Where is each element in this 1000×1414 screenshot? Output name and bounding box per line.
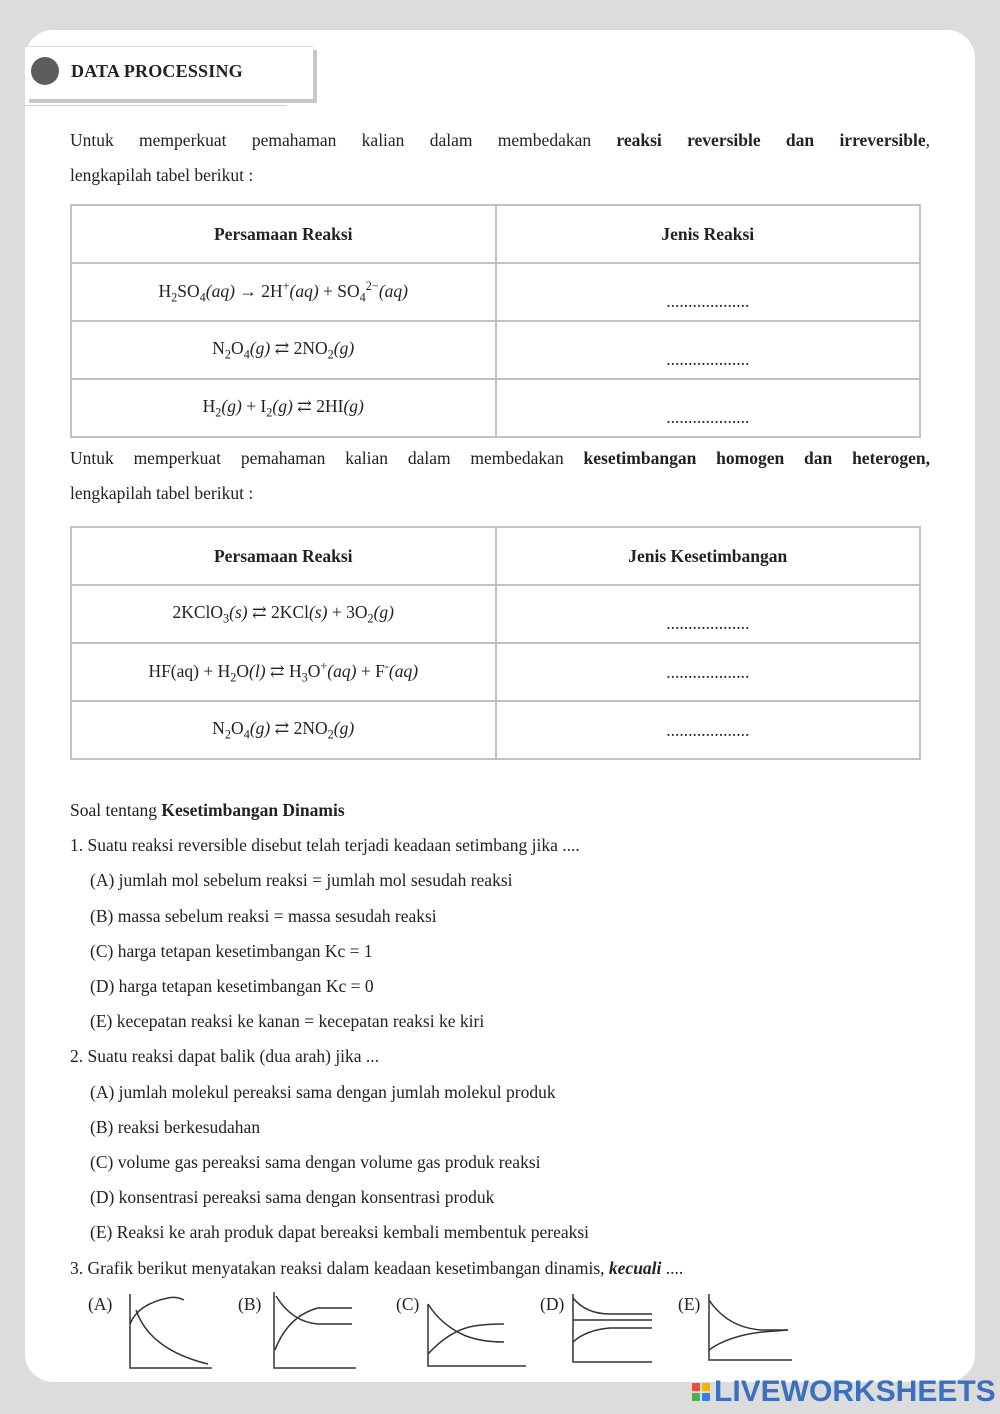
table-row bbox=[71, 321, 920, 379]
answer-cell[interactable]: ................... bbox=[496, 321, 921, 379]
table-row bbox=[71, 585, 920, 643]
reaction-equation: $HF(aq) + H_2O(l)$ ⇄ $H_3O^+(aq) + F^-(aq)$ bbox=[71, 643, 496, 701]
intro-paragraph-2: Untuk memperkuat pemahaman kalian dalam membedakan kesetimbangan homogen dan heterogen, lengkapilah tabel berikut : bbox=[70, 448, 930, 503]
option-1c[interactable]: (C) harga tetapan kesetimbangan Kc = 1 bbox=[90, 940, 373, 961]
option-2b[interactable]: (B) reaksi berkesudahan bbox=[90, 1116, 261, 1137]
reaction-equation: $H_2SO_4(aq) \to 2H^+(aq) + SO_4^{2-}(aq)$ bbox=[71, 263, 496, 321]
question-1: 1. Suatu reaksi reversible disebut telah terjadi keadaan setimbang jika .... bbox=[70, 835, 580, 856]
table-row bbox=[71, 643, 920, 701]
reaction-equation: 2KClO$_3$(s) ⇄ $2KCl(s) + 3O_2(g)$ bbox=[71, 585, 496, 643]
option-2d[interactable]: (D) konsentrasi pereaksi sama dengan konsentrasi produk bbox=[90, 1187, 495, 1208]
graph-label-c[interactable]: (C) bbox=[396, 1294, 420, 1314]
option-1b[interactable]: (B) massa sebelum reaksi = massa sesudah reaksi bbox=[90, 905, 437, 926]
reaction-equation: $N_2O_4(g)$ ⇄ $2NO_2(g)$ bbox=[71, 701, 496, 759]
table-row bbox=[71, 263, 920, 321]
graph-label-a[interactable]: (A) bbox=[88, 1294, 113, 1314]
question-3: 3. Grafik berikut menyatakan reaksi dalam keadaan kesetimbangan dinamis, kecuali .... bbox=[70, 1257, 684, 1278]
table-header: Jenis Reaksi bbox=[496, 205, 921, 263]
option-2e[interactable]: (E) Reaksi ke arah produk dapat bereaksi kembali membentuk pereaksi bbox=[90, 1222, 590, 1243]
quiz-heading: Soal tentang Kesetimbangan Dinamis bbox=[70, 800, 345, 820]
table-header: Persamaan Reaksi bbox=[71, 527, 496, 585]
graph-label-e[interactable]: (E) bbox=[678, 1294, 701, 1314]
answer-cell[interactable]: ................... bbox=[496, 263, 921, 321]
table-header: Persamaan Reaksi bbox=[71, 205, 496, 263]
reaction-equation: $N_2O_4(g)$ ⇄ $2NO_2(g)$ bbox=[71, 321, 496, 379]
table-row bbox=[71, 379, 920, 437]
liveworksheets-logo[interactable] bbox=[692, 1374, 996, 1410]
answer-cell[interactable]: ................... bbox=[496, 585, 921, 643]
logo-text: LIVEWORKSHEETS bbox=[714, 1375, 996, 1408]
quiz-section bbox=[70, 793, 683, 1286]
graph-label-d[interactable]: (D) bbox=[540, 1294, 565, 1314]
graph-e bbox=[706, 1290, 796, 1375]
option-1e[interactable]: (E) kecepatan reaksi ke kanan = kecepatan reaksi ke kiri bbox=[90, 1011, 485, 1032]
answer-cell[interactable]: ................... bbox=[496, 643, 921, 701]
graph-label-b[interactable]: (B) bbox=[238, 1294, 262, 1314]
bullet-dot-icon bbox=[31, 57, 59, 85]
graph-c bbox=[426, 1290, 526, 1375]
option-2a[interactable]: (A) jumlah molekul pereaksi sama dengan jumlah molekul produk bbox=[90, 1081, 556, 1102]
intro-paragraph-1: Untuk memperkuat pemahaman kalian dalam membedakan reaksi reversible dan irreversible, lengkapilah tabel berikut : bbox=[70, 130, 930, 185]
equilibrium-type-table bbox=[70, 526, 921, 760]
question-2: 2. Suatu reaksi dapat balik (dua arah) jika ... bbox=[70, 1046, 380, 1067]
section-title: DATA PROCESSING bbox=[71, 61, 243, 81]
q3-graph-options bbox=[88, 1290, 808, 1380]
option-1a[interactable]: (A) jumlah mol sebelum reaksi = jumlah mol sesudah reaksi bbox=[90, 870, 513, 891]
graph-d bbox=[570, 1290, 660, 1375]
graph-b bbox=[272, 1290, 362, 1375]
table-header: Jenis Kesetimbangan bbox=[496, 527, 921, 585]
graph-a bbox=[128, 1290, 218, 1375]
option-1d[interactable]: (D) harga tetapan kesetimbangan Kc = 0 bbox=[90, 976, 374, 997]
reaction-type-table bbox=[70, 204, 921, 438]
reaction-equation: $H_2(g) + I_2(g)$ ⇄ 2HI(g) bbox=[71, 379, 496, 437]
table-row bbox=[71, 701, 920, 759]
header-underline bbox=[25, 105, 287, 106]
answer-cell[interactable]: ................... bbox=[496, 701, 921, 759]
logo-squares-icon bbox=[692, 1383, 710, 1401]
option-2c[interactable]: (C) volume gas pereaksi sama dengan volume gas produk reaksi bbox=[90, 1152, 541, 1173]
answer-cell[interactable]: ................... bbox=[496, 379, 921, 437]
